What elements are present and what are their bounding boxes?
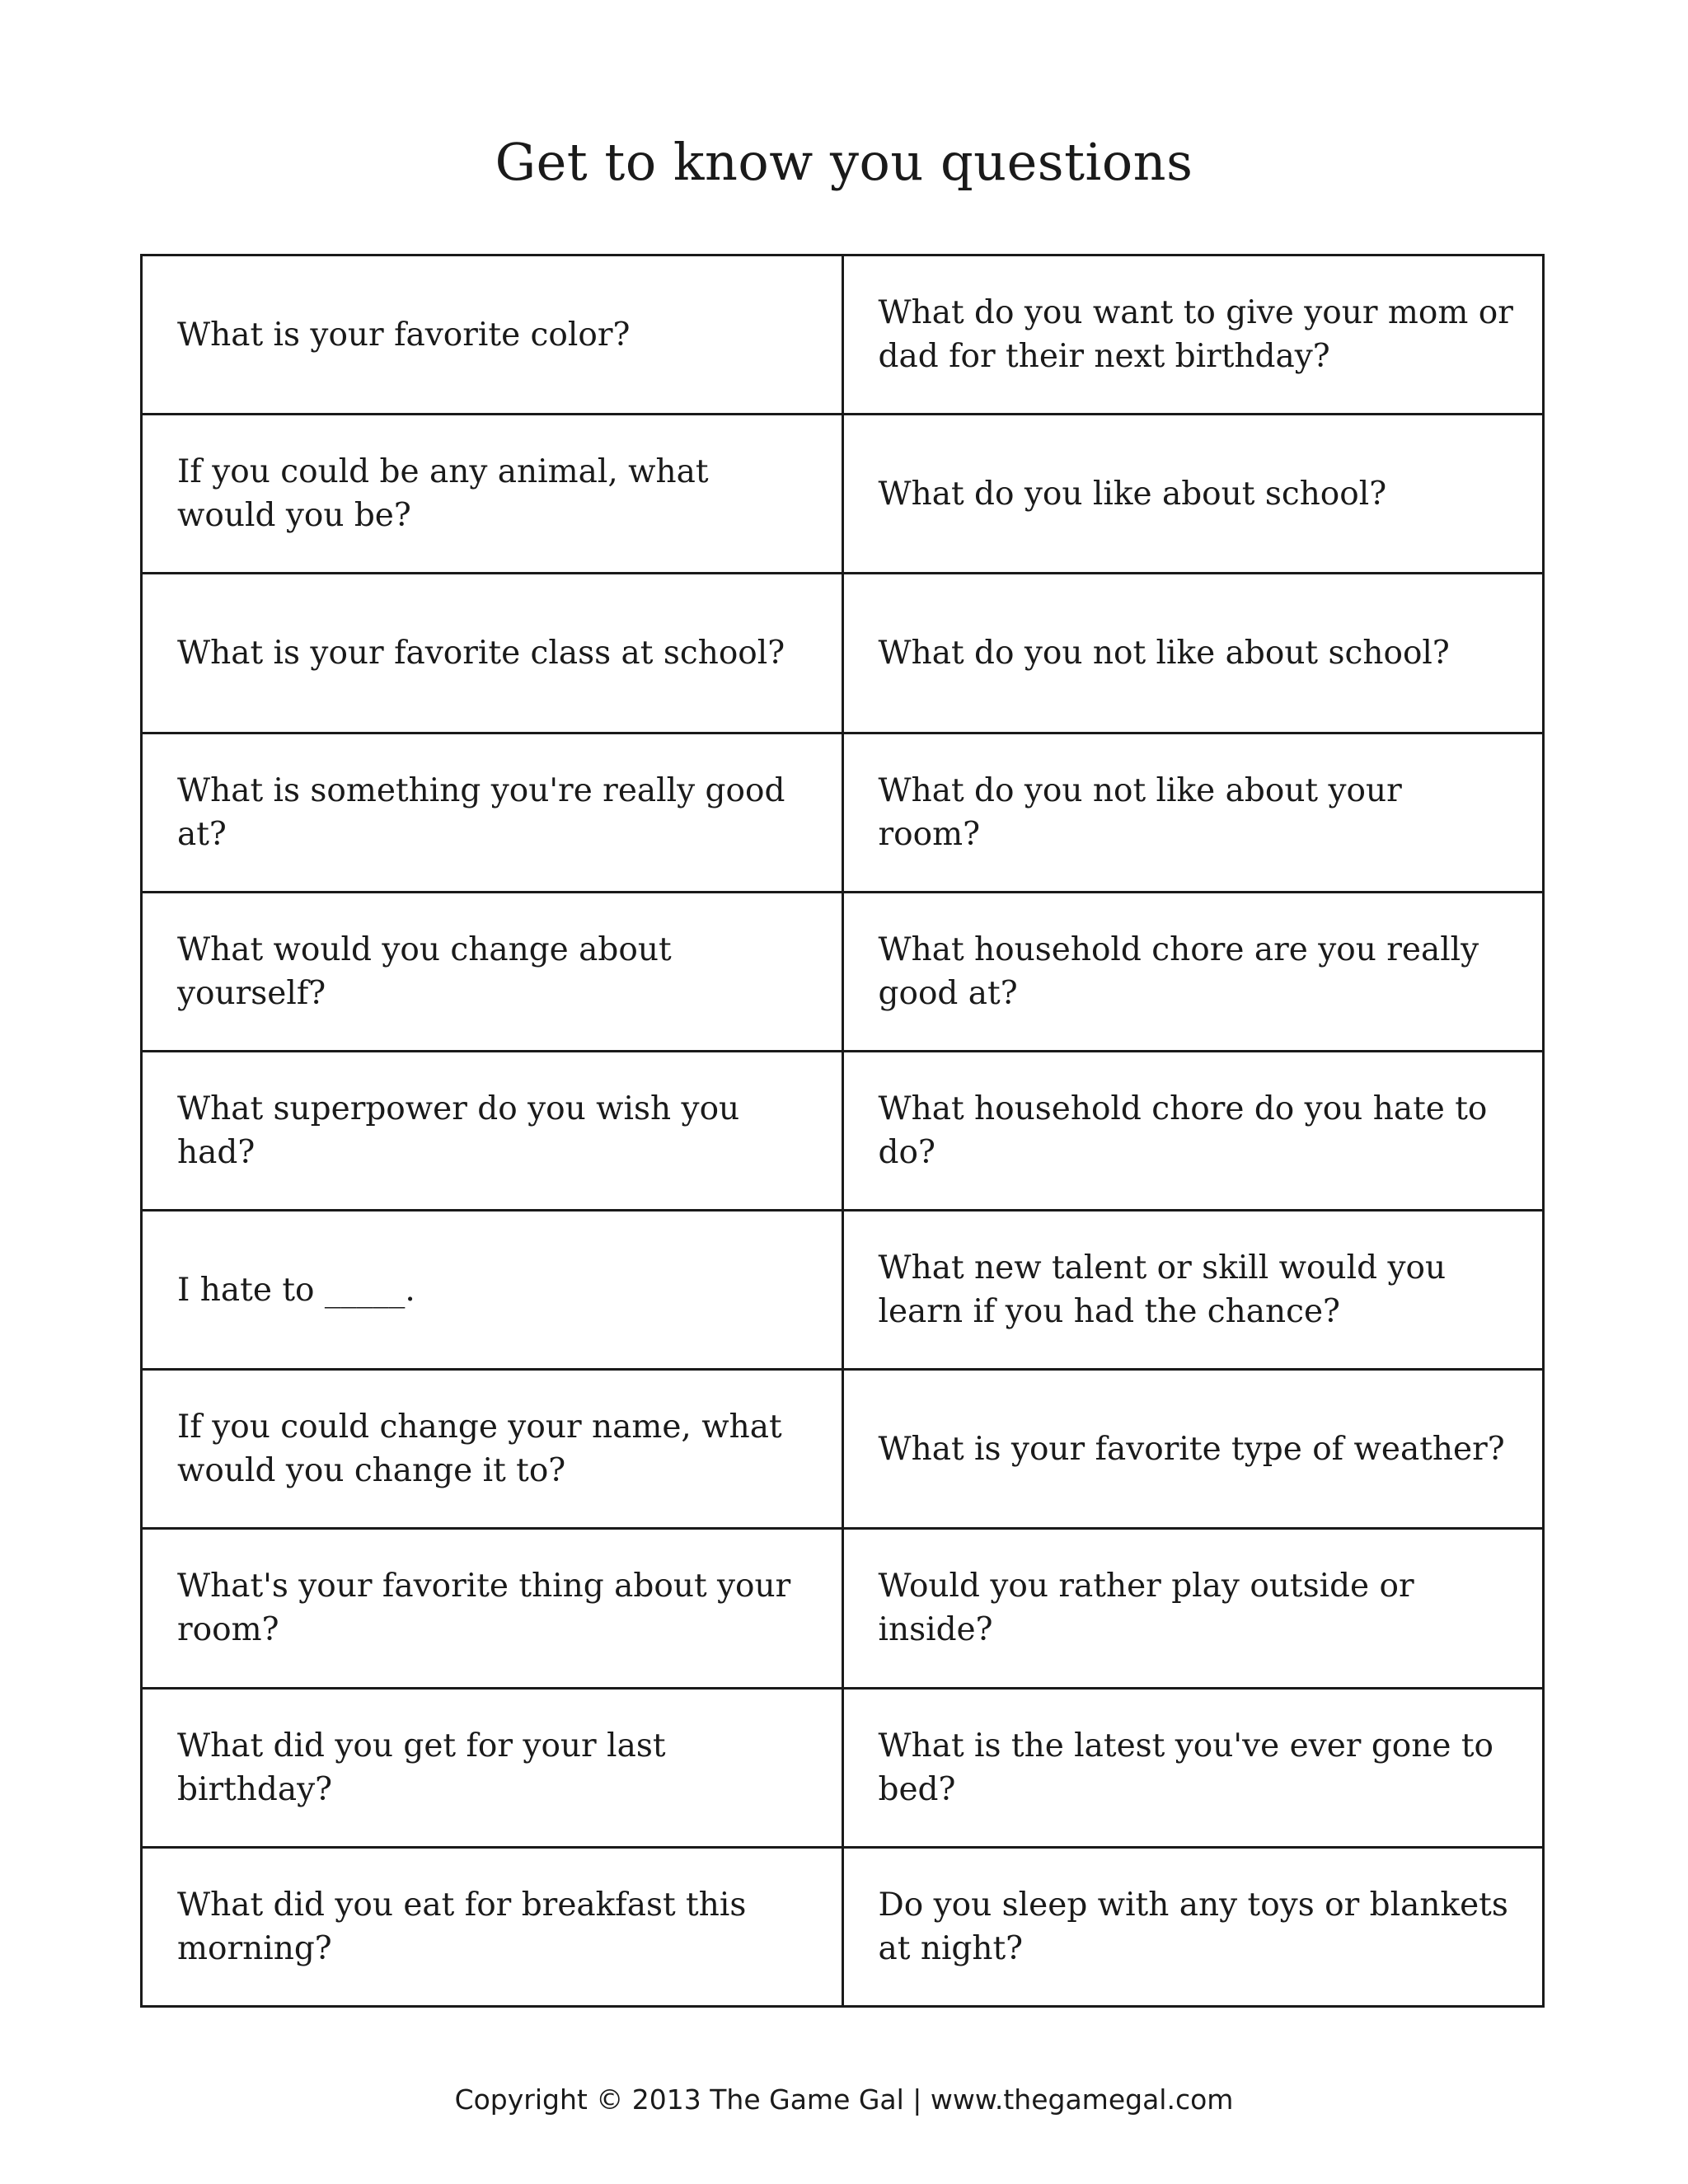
question-cell: What is something you're really good at?: [142, 733, 843, 892]
question-cell: What's your favorite thing about your room?: [142, 1529, 843, 1688]
question-cell: If you could change your name, what would you change it to?: [142, 1370, 843, 1529]
question-cell: Would you rather play outside or inside?: [842, 1529, 1544, 1688]
question-cell: What do you not like about school?: [842, 574, 1544, 733]
question-cell: What is your favorite type of weather?: [842, 1370, 1544, 1529]
table-row: [142, 255, 1544, 415]
question-cell: What do you not like about your room?: [842, 733, 1544, 892]
question-cell: What new talent or skill would you learn if you had the chance?: [842, 1211, 1544, 1370]
table-row: [142, 892, 1544, 1051]
table-row: [142, 1688, 1544, 1847]
question-cell: What did you eat for breakfast this morning?: [142, 1847, 843, 2006]
question-cell: What is the latest you've ever gone to bed?: [842, 1688, 1544, 1847]
table-row: [142, 574, 1544, 733]
question-cell: What do you like about school?: [842, 415, 1544, 574]
table-row: [142, 1847, 1544, 2006]
copyright-footer: Copyright © 2013 The Game Gal | www.thegamegal.com: [454, 2083, 1234, 2116]
question-cell: I hate to _____.: [142, 1211, 843, 1370]
question-cell: What did you get for your last birthday?: [142, 1688, 843, 1847]
question-cell: What is your favorite color?: [142, 255, 843, 415]
page-title: Get to know you questions: [495, 132, 1193, 192]
question-cell: What household chore are you really good at?: [842, 892, 1544, 1051]
table-row: [142, 1370, 1544, 1529]
question-cell: What is your favorite class at school?: [142, 574, 843, 733]
question-cell: What do you want to give your mom or dad for their next birthday?: [842, 255, 1544, 415]
question-cell: If you could be any animal, what would you be?: [142, 415, 843, 574]
table-row: [142, 1529, 1544, 1688]
question-cell: What would you change about yourself?: [142, 892, 843, 1051]
table-row: [142, 733, 1544, 892]
table-row: [142, 1051, 1544, 1210]
question-cell: What superpower do you wish you had?: [142, 1051, 843, 1210]
questions-table: [140, 254, 1545, 2008]
table-row: [142, 415, 1544, 574]
table-row: [142, 1211, 1544, 1370]
question-cell: What household chore do you hate to do?: [842, 1051, 1544, 1210]
question-cell: Do you sleep with any toys or blankets at night?: [842, 1847, 1544, 2006]
